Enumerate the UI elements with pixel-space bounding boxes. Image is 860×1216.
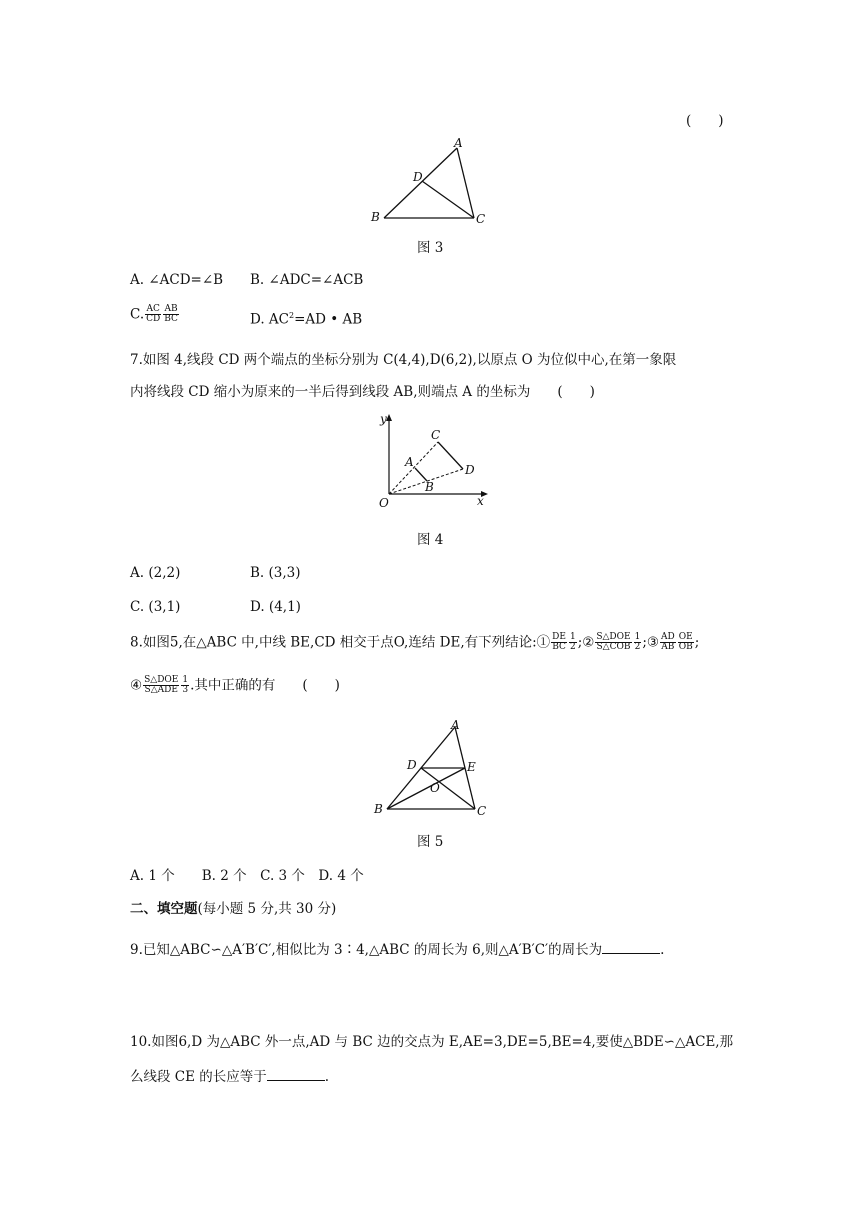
q8-c3-end: ; bbox=[694, 634, 700, 651]
fig5-label-d: D bbox=[407, 758, 417, 772]
q10-line1: 10.如图6,D 为△ABC 外一点,AD 与 BC 边的交点为 E,AE=3,DE=5,BE=4,要使△BDE∽△ACE,那 bbox=[130, 1034, 734, 1050]
q7-option-c: C. (3,1) bbox=[130, 599, 181, 615]
q8-c2-rhs-num: 1 bbox=[634, 632, 641, 642]
q8-c3-rhs-num: OE bbox=[678, 632, 693, 642]
q8-line1 bbox=[130, 633, 699, 653]
q8-c1-rhs-den: 2 bbox=[569, 642, 576, 653]
q6-option-c-frac1 bbox=[145, 305, 161, 325]
fig3-label-d: D bbox=[413, 170, 423, 184]
q8-c2-num: S△DOE bbox=[596, 632, 631, 642]
q6-option-d bbox=[250, 311, 362, 328]
fig5-label-a: A bbox=[451, 718, 460, 732]
figure-5-caption: 图 5 bbox=[417, 834, 444, 850]
section-2-heading bbox=[130, 901, 336, 917]
q8-c4-rhs bbox=[181, 676, 189, 696]
q10-answer-blank[interactable] bbox=[267, 1068, 325, 1081]
figure-4-caption: 图 4 bbox=[417, 532, 444, 548]
q8-options: A. 1 个 B. 2 个 C. 3 个 D. 4 个 bbox=[130, 868, 364, 884]
fig3-label-c: C bbox=[476, 212, 486, 226]
q8-c1-frac bbox=[551, 633, 567, 653]
fig3-label-b: B bbox=[371, 210, 380, 224]
fig4-label-y: y bbox=[380, 412, 387, 426]
q7-option-b: B. (3,3) bbox=[250, 565, 301, 581]
q10-line2 bbox=[130, 1068, 329, 1085]
figure-5 bbox=[363, 715, 503, 823]
q8-c3-mark: ;③ bbox=[642, 634, 659, 651]
fig5-label-o: O bbox=[430, 781, 440, 795]
fig5-label-b: B bbox=[374, 802, 383, 816]
q8-c1-rhs-num: 1 bbox=[569, 632, 576, 642]
figure-4 bbox=[365, 408, 500, 513]
q6-option-d-sup: 2 bbox=[289, 311, 295, 320]
q6-option-c-den1: CD bbox=[146, 314, 161, 325]
figure-5-triangle bbox=[363, 715, 503, 823]
fig4-label-b: B bbox=[425, 480, 434, 494]
q8-c4-den: S△ADE bbox=[144, 685, 178, 696]
section-2-note: (每小题 5 分,共 30 分) bbox=[197, 901, 337, 917]
q8-c2-den: S△COB bbox=[596, 642, 631, 653]
q8-c2-rhs bbox=[634, 633, 642, 653]
q8-c4-num: S△DOE bbox=[144, 675, 179, 685]
q6-option-c-den2: BC bbox=[164, 314, 178, 325]
fig4-label-d: D bbox=[465, 463, 475, 477]
q8-c4-frac bbox=[143, 676, 179, 696]
q9-end: . bbox=[660, 942, 665, 958]
fig5-label-e: E bbox=[467, 760, 476, 774]
q8-c3-num: AD bbox=[661, 632, 675, 642]
q7-line1: 7.如图 4,线段 CD 两个端点的坐标分别为 C(4,4),D(6,2),以原点 O 为位似中心,在第一象限 bbox=[130, 352, 677, 368]
q8-c3-rhs-den: OB bbox=[678, 642, 693, 653]
q8-c2-mark: ;② bbox=[577, 634, 595, 651]
q8-c4-rhs-num: 1 bbox=[182, 675, 189, 685]
q6-option-b: B. ∠ADC=∠ACB bbox=[250, 272, 364, 288]
q6-option-c-frac2 bbox=[163, 305, 179, 325]
q8-c4-mark: ④ bbox=[130, 677, 143, 694]
q7-option-d: D. (4,1) bbox=[250, 599, 301, 615]
q6-option-c bbox=[130, 305, 180, 325]
q7-line2: 内将线段 CD 缩小为原来的一半后得到线段 AB,则端点 A 的坐标为 ( ) bbox=[130, 384, 595, 400]
q8-c1-den: BC bbox=[552, 642, 566, 653]
q10-line2-prefix: 么线段 CE 的长应等于 bbox=[130, 1069, 267, 1085]
q8-line1-prefix: 8.如图5,在△ABC 中,中线 BE,CD 相交于点O,连结 DE,有下列结论:① bbox=[130, 634, 551, 651]
q6-answer-paren: ( ) bbox=[686, 113, 724, 129]
section-2-title: 二、填空题 bbox=[130, 901, 198, 917]
q6-option-c-num2: AB bbox=[164, 304, 178, 314]
figure-3 bbox=[360, 135, 500, 230]
q8-c4-rhs-den: 3 bbox=[182, 685, 189, 696]
figure-3-caption: 图 3 bbox=[417, 240, 444, 256]
fig4-label-a: A bbox=[405, 455, 414, 469]
q8-c2-rhs-den: 2 bbox=[634, 642, 641, 653]
q9-answer-blank[interactable] bbox=[602, 941, 660, 954]
q9 bbox=[130, 941, 664, 958]
fig3-label-a: A bbox=[454, 136, 463, 150]
fig4-label-o: O bbox=[379, 496, 389, 510]
q8-c1-num: DE bbox=[552, 632, 566, 642]
q8-c3-rhs bbox=[678, 633, 694, 653]
fig5-label-c: C bbox=[477, 804, 487, 818]
q8-c1-rhs bbox=[569, 633, 577, 653]
q10-end: . bbox=[324, 1069, 330, 1085]
figure-3-triangle bbox=[360, 135, 500, 230]
q8-c3-den: AB bbox=[661, 642, 675, 653]
q6-option-c-prefix: C. bbox=[130, 306, 145, 323]
q8-c3-frac bbox=[660, 633, 676, 653]
q6-option-d-suffix: =AD • AB bbox=[294, 311, 363, 328]
q8-c2-frac bbox=[595, 633, 631, 653]
q6-option-a: A. ∠ACD=∠B bbox=[130, 272, 224, 288]
q6-option-d-prefix: D. AC bbox=[250, 311, 290, 328]
q9-text: 9.已知△ABC∽△A′B′C′,相似比为 3∶4,△ABC 的周长为 6,则△A′B′C′的周长为 bbox=[130, 942, 603, 958]
q6-option-c-num1: AC bbox=[146, 304, 160, 314]
fig4-label-c: C bbox=[431, 428, 441, 442]
fig4-label-x: x bbox=[477, 494, 484, 508]
figure-4-coordinate-plot bbox=[365, 408, 500, 513]
q8-line2 bbox=[130, 676, 340, 696]
q8-line2-suffix: .其中正确的有 ( ) bbox=[190, 677, 340, 694]
q7-option-a: A. (2,2) bbox=[130, 565, 181, 581]
